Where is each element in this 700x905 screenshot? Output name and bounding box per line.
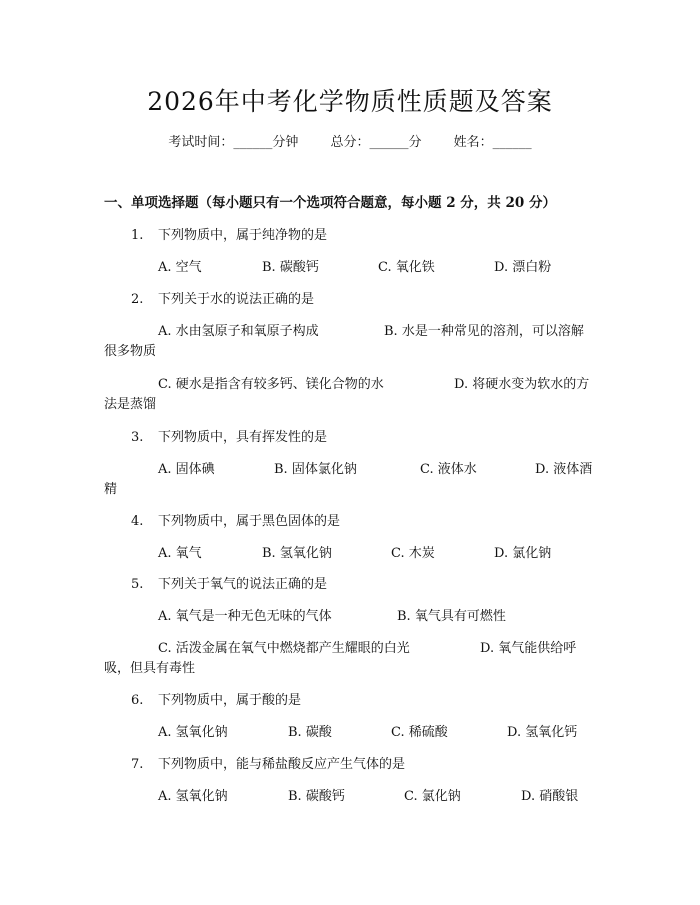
q2-option-a: A. 水由氢原子和氧原子构成 [158, 324, 319, 339]
q4-option-a: A. 氧气 [158, 546, 202, 561]
q1-option-a: A. 空气 [158, 260, 202, 275]
q3-option-d: D. 液体酒 [535, 462, 593, 477]
q6-option-a: A. 氢氧化钠 [158, 725, 228, 740]
q5-option-b: B. 氧气具有可燃性 [397, 609, 506, 624]
question-1: 1. 下列物质中，属于纯净物的是 [131, 228, 328, 243]
q3-option-a: A. 固体碘 [158, 462, 215, 477]
q4-option-b: B. 氢氧化钠 [262, 546, 332, 561]
q6-option-c: C. 稀硫酸 [391, 725, 448, 740]
q6-option-d: D. 氢氧化钙 [507, 725, 578, 740]
q5-option-a: A. 氧气是一种无色无味的气体 [158, 609, 332, 624]
student-name: 姓名：______ [453, 135, 532, 150]
section-heading: 一、单项选择题（每小题只有一个选项符合题意，每小题 2 分，共 20 分） [104, 195, 556, 211]
exam-score: 总分：______分 [330, 135, 422, 150]
q5-option-d: D. 氧气能供给呼 [480, 641, 577, 656]
exam-time: 考试时间：______分钟 [168, 135, 299, 150]
q4-option-c: C. 木炭 [391, 546, 435, 561]
q7-option-b: B. 碳酸钙 [288, 789, 345, 804]
q1-option-c: C. 氧化铁 [378, 260, 435, 275]
q6-option-b: B. 碳酸 [288, 725, 332, 740]
q7-option-a: A. 氢氧化钠 [158, 789, 228, 804]
q7-option-d: D. 硝酸银 [521, 789, 579, 804]
question-3: 3. 下列物质中，具有挥发性的是 [131, 430, 328, 445]
q2-option-b: B. 水是一种常见的溶剂，可以溶解 [384, 324, 584, 339]
question-5: 5. 下列关于氧气的说法正确的是 [131, 577, 328, 592]
question-7: 7. 下列物质中，能与稀盐酸反应产生气体的是 [131, 757, 406, 772]
exam-info [0, 131, 700, 150]
question-6: 6. 下列物质中，属于酸的是 [131, 693, 302, 708]
q5-option-d-wrap: 吸，但具有毒性 [104, 661, 196, 676]
q2-option-b-wrap: 很多物质 [104, 344, 157, 359]
q5-option-c: C. 活泼金属在氧气中燃烧都产生耀眼的白光 [158, 641, 410, 656]
q2-option-d: D. 将硬水变为软水的方 [454, 377, 590, 392]
q2-option-d-wrap: 法是蒸馏 [104, 397, 157, 412]
document-title: 2026年中考化学物质性质题及答案 [147, 87, 553, 116]
q3-option-c: C. 液体水 [420, 462, 477, 477]
q7-option-c: C. 氯化钠 [404, 789, 461, 804]
question-2: 2. 下列关于水的说法正确的是 [131, 292, 315, 307]
q1-option-b: B. 碳酸钙 [262, 260, 319, 275]
q3-option-d-wrap: 精 [104, 482, 118, 497]
question-4: 4. 下列物质中，属于黑色固体的是 [131, 514, 341, 529]
q1-option-d: D. 漂白粉 [494, 260, 552, 275]
q2-option-c: C. 硬水是指含有较多钙、镁化合物的水 [158, 377, 384, 392]
q4-option-d: D. 氯化钠 [494, 546, 552, 561]
q3-option-b: B. 固体氯化钠 [274, 462, 357, 477]
